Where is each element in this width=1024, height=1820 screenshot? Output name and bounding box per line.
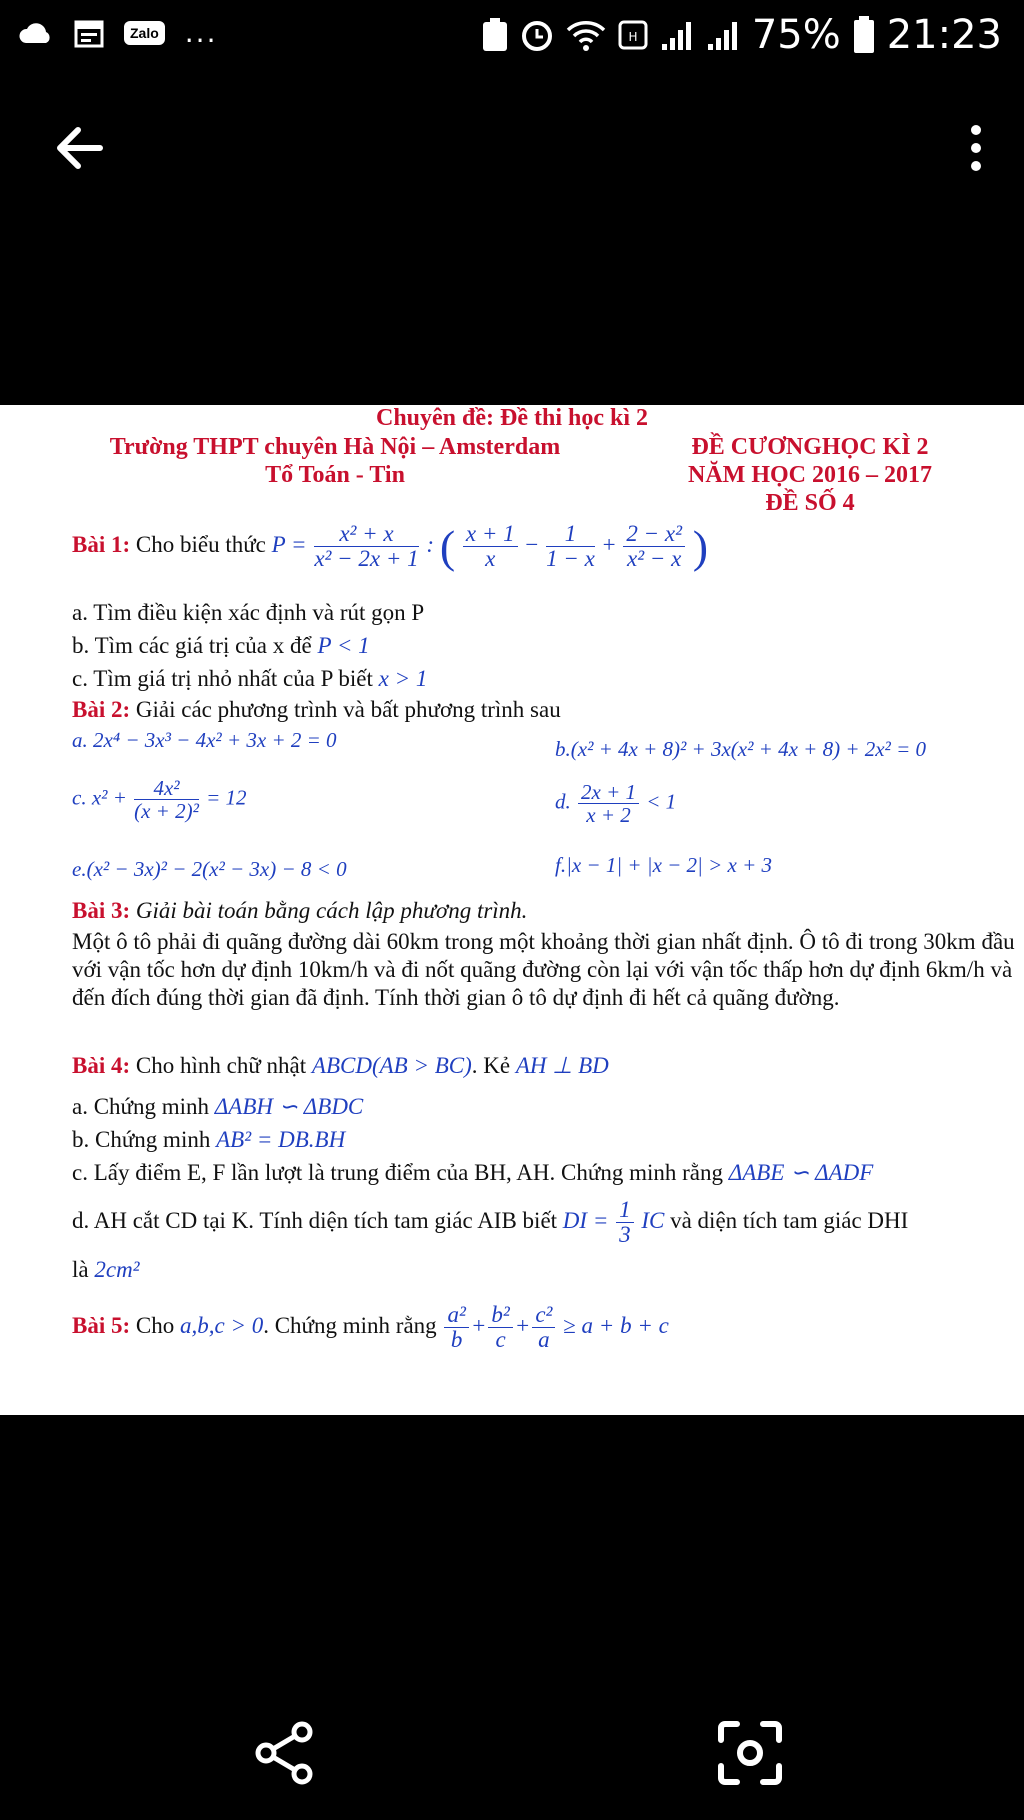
problem-5-text: Cho (135, 1312, 175, 1338)
problem-5-frac-b-num: b² (488, 1303, 512, 1328)
expr-p-t1 (463, 522, 518, 571)
more-options-button[interactable] (966, 120, 986, 190)
more-notifications: ... (184, 16, 218, 49)
problem-4-label: Bài 4: (72, 1053, 131, 1078)
problem-5-frac-b-den: c (495, 1327, 506, 1353)
share-icon (250, 1718, 320, 1788)
problem-1b (72, 633, 370, 659)
doc-school-block (75, 433, 595, 489)
problem-5-label: Bài 5: (72, 1312, 131, 1338)
expr-paren-open: ( (439, 521, 456, 572)
problem-4c-text: c. Lấy điểm E, F lần lượt là trung điểm của BH, AH. Chứng minh rằng (72, 1160, 723, 1185)
problem-4a-text: a. Chứng minh (72, 1094, 210, 1119)
doc-dept: Tổ Toán - Tin (265, 462, 405, 488)
problem-4d-text2: và diện tích tam giác DHI (670, 1207, 909, 1233)
doc-year: NĂM HỌC 2016 – 2017 (688, 462, 932, 488)
problem-5-frac-b (488, 1303, 512, 1352)
recycle-icon (482, 18, 508, 52)
problem-4-math2: AH ⊥ BD (515, 1053, 609, 1078)
problem-5-plus-1: + (470, 1312, 487, 1338)
problem-2-statement (72, 697, 561, 723)
problem-2-text: Giải các phương trình và bất phương trình sau (135, 697, 561, 722)
problem-4d-line2 (72, 1257, 140, 1283)
problem-4d-text: d. AH cắt CD tại K. Tính diện tích tam giác AIB biết (72, 1207, 558, 1233)
problem-1a: a. Tìm điều kiện xác định và rút gọn P (72, 600, 425, 625)
doc-outline: ĐỀ CƯƠNGHỌC KÌ 2 (691, 434, 929, 460)
share-button[interactable] (250, 1718, 320, 1788)
problem-4d-math-post: IC (641, 1207, 665, 1233)
status-bar (0, 0, 1024, 72)
expr-p-colon: : (426, 531, 435, 557)
problem-2d-frac (578, 781, 639, 826)
problem-2f: f.|x − 1| + |x − 2| > x + 3 (555, 853, 772, 877)
doc-topic: Chuyên đề: Đề thi học kì 2 (375, 405, 649, 431)
problem-3-statement (72, 898, 527, 924)
problem-2-label: Bài 2: (72, 697, 131, 722)
problem-4-text2: . Kẻ (471, 1053, 511, 1078)
problem-2d (555, 781, 676, 826)
problem-3-text: Giải bài toán bằng cách lập phương trình. (135, 898, 528, 923)
problem-2c-den: (x + 2)² (134, 799, 199, 824)
vertical-dots-icon (966, 120, 986, 176)
expr-paren-close: ) (692, 521, 709, 572)
signal-1-icon (660, 18, 694, 52)
scan-button[interactable] (715, 1718, 785, 1788)
problem-1c-math: x > 1 (378, 666, 428, 691)
problem-5-frac-a-num: a² (444, 1303, 468, 1328)
wifi-icon (566, 18, 606, 52)
problem-4-text: Cho hình chữ nhật (135, 1053, 307, 1078)
problem-5-text2: . Chứng minh rằng (263, 1312, 437, 1338)
problem-4a-math: ΔABH ∽ ΔBDC (214, 1094, 364, 1119)
problem-4-math: ABCD(AB > BC) (311, 1053, 472, 1078)
scan-icon (715, 1718, 785, 1788)
clock: 21:23 (886, 12, 1002, 58)
document-image[interactable] (0, 405, 1024, 1415)
battery-icon (853, 16, 875, 54)
expr-plus: + (602, 531, 616, 557)
bottom-toolbar (0, 1700, 1024, 1820)
problem-5-math: a,b,c > 0 (179, 1312, 264, 1338)
problem-1b-math: P < 1 (317, 633, 370, 658)
problem-1-label: Bài 1: (72, 531, 131, 557)
problem-2e: e.(x² − 3x)² − 2(x² − 3x) − 8 < 0 (72, 857, 347, 881)
problem-2c-num: 4x² (134, 777, 199, 800)
problem-5-frac-a (444, 1303, 468, 1352)
expr-p-t2-num: 1 (546, 522, 595, 547)
expr-p-num: x² + x (314, 522, 418, 547)
problem-1c (72, 666, 427, 692)
problem-4d-num: 1 (616, 1198, 634, 1223)
problem-4c-math: ΔABE ∽ ΔADF (728, 1160, 874, 1185)
signal-2-icon (706, 18, 740, 52)
problem-4c (72, 1160, 873, 1186)
doc-school: Trường THPT chuyên Hà Nội – Amsterdam (109, 434, 561, 460)
expr-p-den: x² − 2x + 1 (314, 546, 419, 571)
expr-p-t3 (623, 522, 685, 571)
expr-p-t3-num: 2 − x² (623, 522, 685, 547)
problem-4d-area: 2cm² (94, 1257, 140, 1282)
doc-title-block (655, 433, 965, 517)
problem-3-label: Bài 3: (72, 898, 131, 923)
problem-4d-math-pre: DI = (562, 1207, 609, 1233)
expr-p-t2-den: 1 − x (546, 546, 595, 571)
zalo-icon: Zalo (124, 21, 165, 45)
problem-4d-den: 3 (619, 1222, 631, 1248)
expr-p-t1-den: x (485, 546, 496, 571)
battery-percent: 75% (751, 12, 841, 58)
problem-4d-frac (616, 1198, 634, 1247)
problem-4-statement (72, 1053, 609, 1079)
problem-2b: b.(x² + 4x + 8)² + 3x(x² + 4x + 8) + 2x² = 0 (555, 737, 927, 761)
calendar-icon (74, 18, 104, 48)
problem-2d-num: 2x + 1 (578, 781, 639, 804)
expr-p-lhs: P = (271, 531, 307, 557)
problem-4d-la: là (72, 1257, 89, 1282)
problem-1c-text: c. Tìm giá trị nhỏ nhất của P biết (72, 666, 373, 691)
problem-5-frac-a-den: b (450, 1327, 463, 1353)
problem-4a (72, 1094, 363, 1120)
problem-2d-den: x + 2 (586, 803, 631, 828)
viewer-toolbar (0, 100, 1024, 200)
arrow-left-icon (50, 120, 106, 176)
problem-5-plus-2: + (514, 1312, 531, 1338)
expr-p-frac1 (314, 522, 418, 571)
problem-2d-post: < 1 (646, 789, 677, 814)
expr-p-t1-num: x + 1 (463, 522, 518, 547)
problem-5-tail: ≥ a + b + c (563, 1312, 669, 1338)
problem-3-body: Một ô tô phải đi quãng đường dài 60km trong một khoảng thời gian nhất định. Ô tô đi trong 30km đầu với vận tốc hơn dự định 10km/h và đi nốt quãng đường còn lại với vận tốc thấp hơn dự định 6km/h và đến đích đúng thời gian đã định. Tính thời gian ô tô dự định đi hết cả quãng đường. (72, 929, 1015, 1010)
svg-text:H: H (628, 30, 638, 44)
problem-4b-math: AB² = DB.BH (216, 1127, 346, 1152)
cloud-icon (18, 21, 54, 45)
problem-5-statement (72, 1303, 669, 1352)
problem-5-frac-c-num: c² (532, 1303, 555, 1328)
problem-1-text: Cho biểu thức (135, 531, 266, 557)
hd-call-icon (618, 18, 648, 52)
problem-5-frac-c (532, 1303, 555, 1352)
problem-1b-text: b. Tìm các giá trị của x để (72, 633, 312, 658)
problem-2d-pre: d. (555, 789, 571, 814)
alarm-icon (520, 18, 554, 52)
problem-4b (72, 1127, 345, 1153)
problem-2c-frac (134, 777, 199, 822)
problem-4d (72, 1198, 908, 1247)
expr-p-t2 (546, 522, 595, 571)
doc-exam-no: ĐỀ SỐ 4 (765, 490, 855, 516)
problem-5-frac-c-den: a (538, 1327, 550, 1353)
back-button[interactable] (50, 120, 106, 190)
problem-4b-text: b. Chứng minh (72, 1127, 211, 1152)
problem-1-statement (72, 520, 708, 573)
problem-2c-post: = 12 (206, 785, 247, 810)
problem-2c (72, 777, 247, 822)
expr-minus: − (525, 531, 539, 557)
problem-2c-pre: c. x² + (72, 785, 127, 810)
expr-p-t3-den: x² − x (627, 546, 682, 571)
problem-2a: a. 2x⁴ − 3x³ − 4x² + 3x + 2 = 0 (72, 728, 337, 752)
